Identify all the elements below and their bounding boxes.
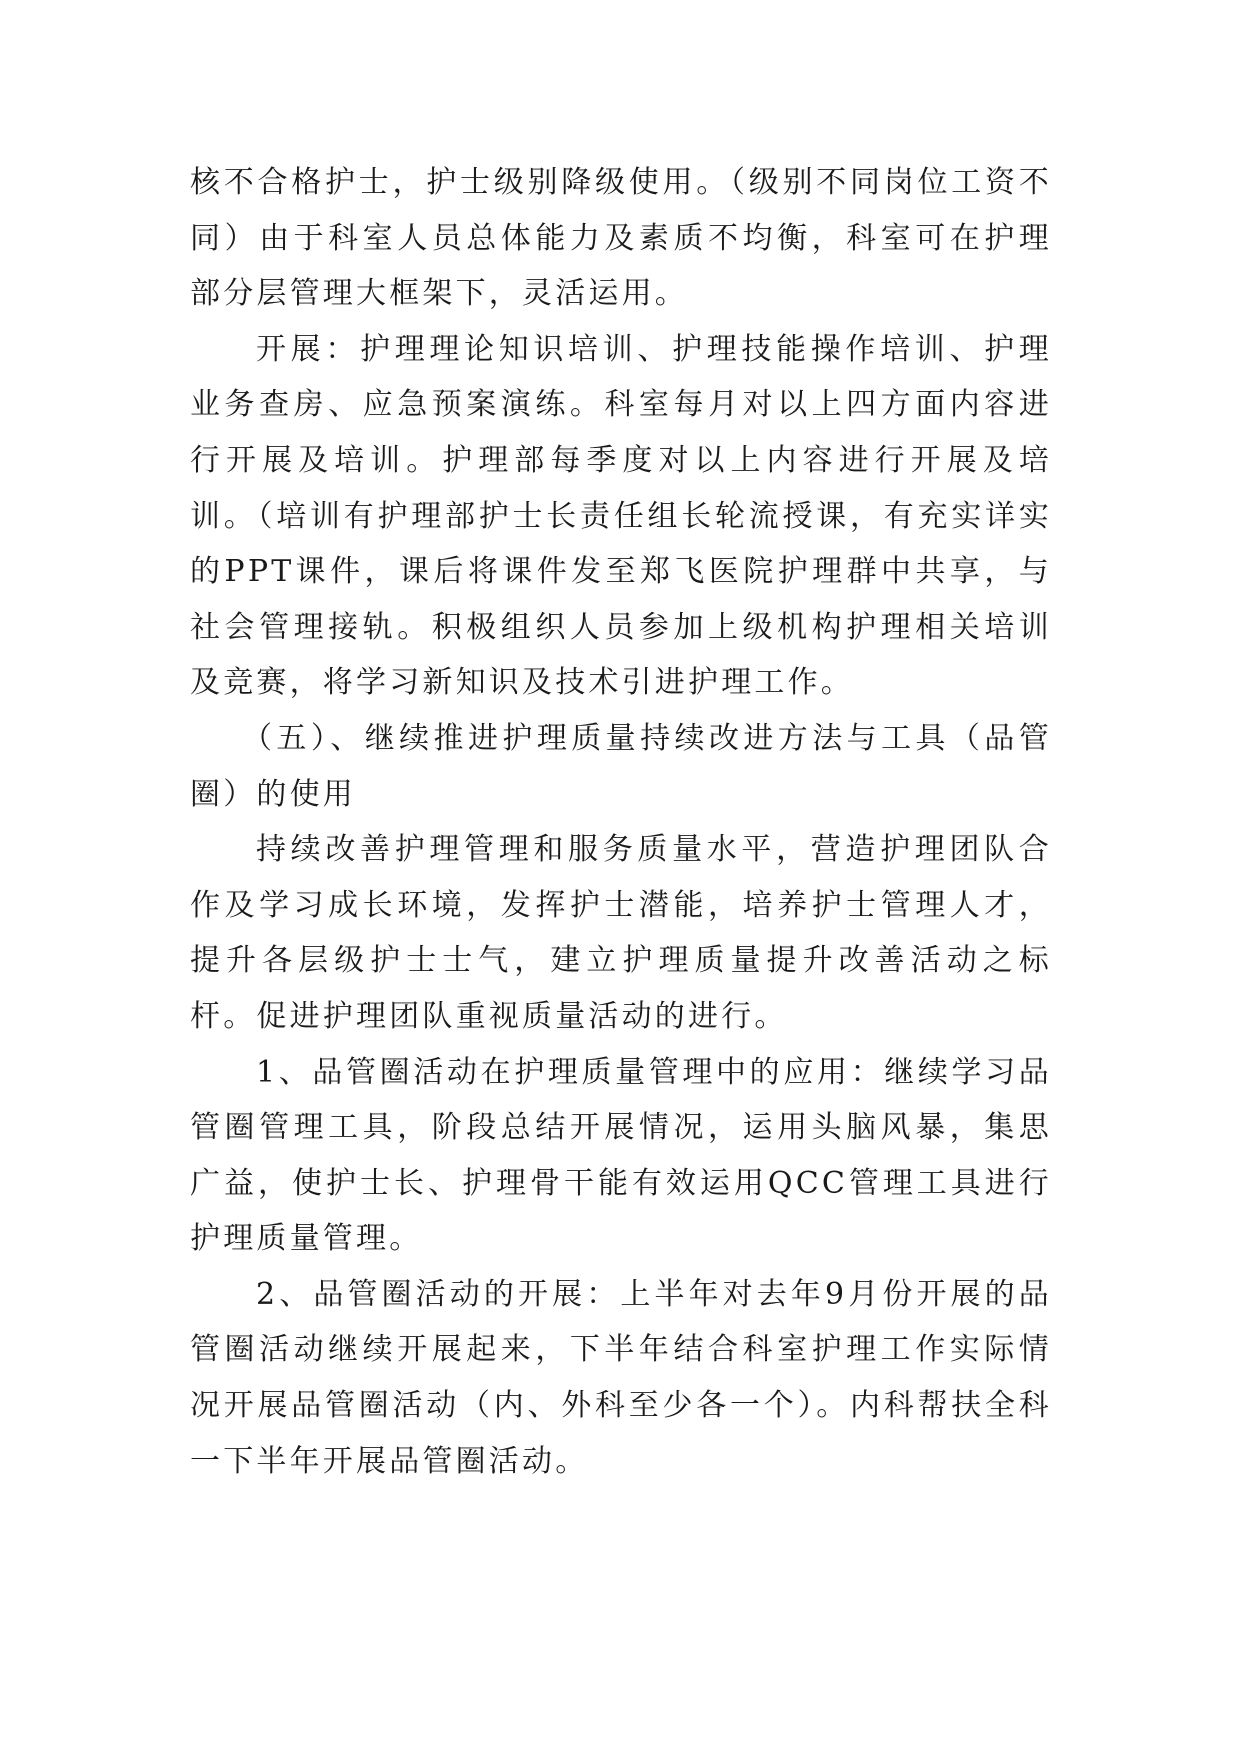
section-heading-five: （五）、继续推进护理质量持续改进方法与工具（品管圈）的使用 [190, 720, 1052, 812]
paragraph-quality-improvement: 持续改善护理管理和服务质量水平，营造护理团队合作及学习成长环境，发挥护士潜能，培养护士管理人才，提升各层级护士士气，建立护理质量提升改善活动之标杆。促进护理团队重视质量活动的进行。 [190, 832, 1052, 1034]
paragraph-qcc-activities: 2、品管圈活动的开展：上半年对去年9月份开展的品管圈活动继续开展起来，下半年结合科室护理工作实际情况开展品管圈活动（内、外科至少各一个）。内科帮扶全科一下半年开展品管圈活动。 [190, 1276, 1052, 1479]
paragraph-continuation: 核不合格护士，护士级别降级使用。（级别不同岗位工资不同）由于科室人员总体能力及素质不均衡，科室可在护理部分层管理大框架下，灵活运用。 [190, 165, 1052, 312]
paragraph-training: 开展：护理理论知识培训、护理技能操作培训、护理业务查房、应急预案演练。科室每月对以上四方面内容进行开展及培训。护理部每季度对以上内容进行开展及培训。（培训有护理部护士长责任组长轮流授课，有充实详实的PPT课件，课后将课件发至郑飞医院护理群中共享，与社会管理接轨。积极组织人员参加上级机构护理相关培训及竞赛，将学习新知识及技术引进护理工作。 [190, 331, 1052, 701]
document-body [190, 155, 1052, 1489]
paragraph-qcc-application: 1、品管圈活动在护理质量管理中的应用：继续学习品管圈管理工具，阶段总结开展情况，运用头脑风暴，集思广益，使护士长、护理骨干能有效运用QCC管理工具进行护理质量管理。 [190, 1054, 1052, 1257]
